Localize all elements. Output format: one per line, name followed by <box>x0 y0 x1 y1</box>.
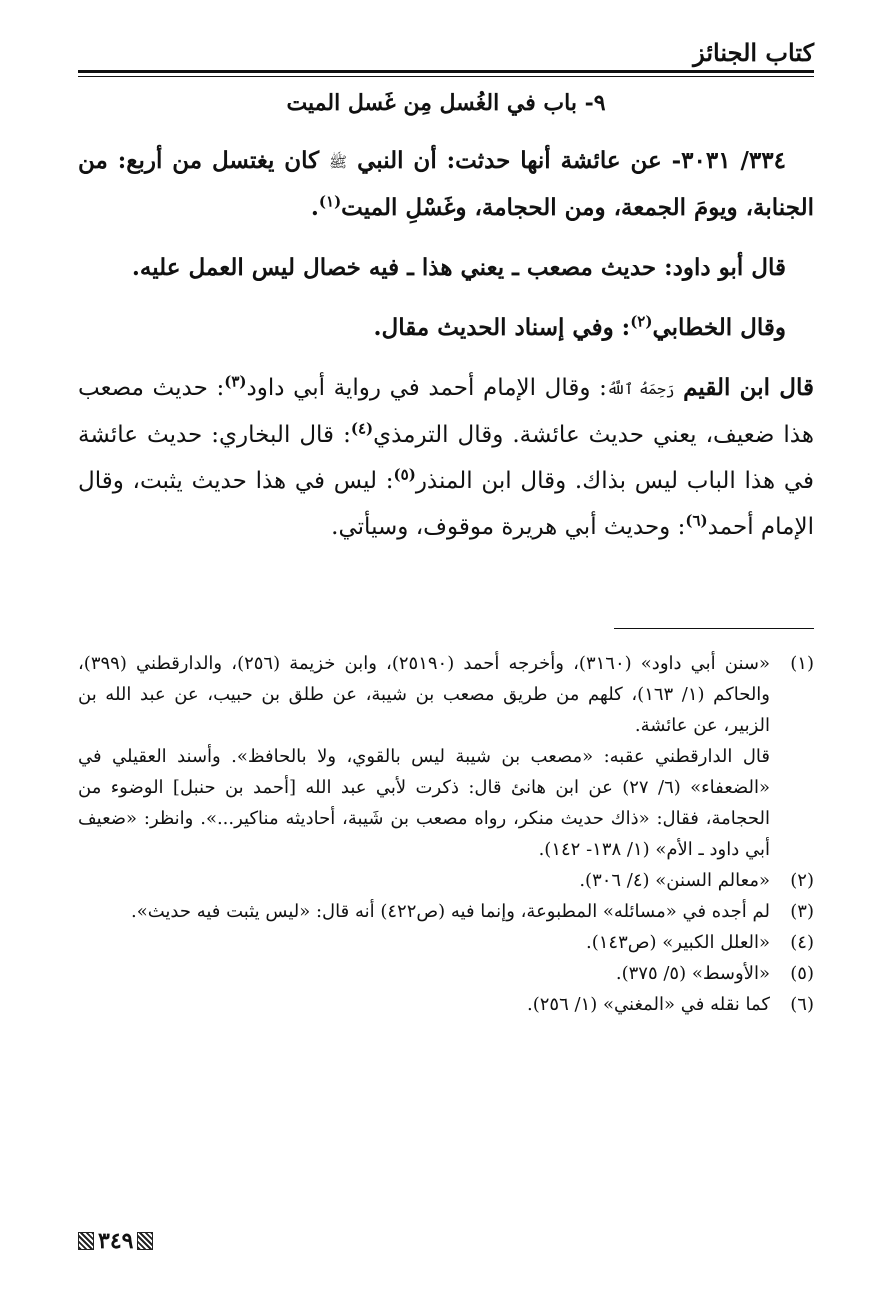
khattabi-paragraph <box>78 305 814 351</box>
footnotes <box>78 648 814 1020</box>
footnote-3 <box>78 896 814 927</box>
ibn-qayyim-t3: : قال البخاري: حديث عائشة في هذا الباب ليس بذاك. وقال ابن المنذر <box>78 422 814 494</box>
ornament-left-icon <box>78 1232 94 1250</box>
footnote-ref-1[interactable]: (١) <box>318 192 342 211</box>
abu-dawud-paragraph <box>78 245 814 291</box>
rahimahullah-icon: رَحِمَهُ ٱللَّهُ <box>606 380 675 398</box>
ornament-right-icon <box>137 1232 153 1250</box>
hadith-end: . <box>310 194 319 221</box>
footnote-text: لم أجده في «مسائله» المطبوعة، وإنما فيه (ص٤٢٢) أنه قال: «ليس يثبت فيه حديث». <box>131 901 770 922</box>
footnote-number: (٥) <box>790 963 814 984</box>
hadith-number: ٣٣٤/ ٣٠٣١- <box>671 147 786 174</box>
footnote-separator <box>614 628 814 629</box>
main-text <box>78 138 814 564</box>
footnote-number: (٢) <box>790 870 814 891</box>
ibn-qayyim-t4: : ليس في هذا حديث يثبت، وقال الإمام أحمد <box>78 468 814 540</box>
footnote-text: «معالم السنن» (٤/ ٣٠٦). <box>579 870 770 891</box>
footnote-5 <box>78 958 814 989</box>
footnote-text: «سنن أبي داود» (٣١٦٠)، وأخرجه أحمد (٢٥١٩٠)، وابن خزيمة (٢٥٦)، والدارقطني (٣٩٩)، والحاكم (١/ ١٦٣)، كلهم من طريق مصعب بن شيبة، عن طلق بن حبيب، عن عبد الله بن الزبير، عن عائشة. <box>78 653 771 736</box>
ibn-qayyim-label: قال ابن القيم <box>683 374 815 401</box>
footnote-text: «الأوسط» (٥/ ٣٧٥). <box>615 963 770 984</box>
footnote-ref-2[interactable]: (٢) <box>630 312 653 331</box>
running-title: كتاب الجنائز <box>693 38 814 67</box>
header-rule-thick <box>78 70 814 73</box>
ibn-qayyim-paragraph <box>78 365 814 550</box>
footnote-number: (٣) <box>790 901 814 922</box>
footnote-ref-5[interactable]: (٥) <box>393 465 416 484</box>
footnote-2 <box>78 865 814 896</box>
header-rule-thin <box>78 76 814 77</box>
footnote-ref-3[interactable]: (٣) <box>224 372 247 391</box>
khattabi-text-b: : وفي إسناد الحديث مقال. <box>373 314 631 341</box>
hadith-text-b: كان يغتسل من أربع: من الجنابة، ويومَ الجمعة، ومن الحجامة، وغَسْلِ الميت <box>78 147 814 221</box>
page-number-block <box>78 1226 153 1256</box>
footnote-text: كما نقله في «المغني» (١/ ٢٥٦). <box>527 994 770 1015</box>
chapter-title: ٩- باب في الغُسل مِن غَسل الميت <box>286 90 606 116</box>
salawat-icon: ﷺ <box>329 153 348 171</box>
ibn-qayyim-t2: : حديث مصعب هذا ضعيف، يعني حديث عائشة. وقال الترمذي <box>78 375 814 448</box>
page-number: ٣٤٩ <box>98 1228 134 1254</box>
footnote-continuation: قال الدارقطني عقبه: «مصعب بن شيبة ليس بالقوي، ولا بالحافظ». وأسند العقيلي في «الضعفاء» (٦/ ٢٧) عن ابن هانئ قال: ذكرت لأبي عبد الله [أحمد بن حنبل] الوضوء من الحجامة، فقال: «ذاك حديث منكر، رواه مصعب بن شَيبة، أحاديثه مناكير...». وانظر: «ضعيف أبي داود ـ الأم» (١/ ١٣٨- ١٤٢). <box>78 746 770 860</box>
footnote-ref-6[interactable]: (٦) <box>685 511 708 530</box>
ibn-qayyim-t1: : وقال الإمام أحمد في رواية أبي داود <box>246 375 607 401</box>
hadith-paragraph <box>78 138 814 231</box>
footnote-ref-4[interactable]: (٤) <box>350 419 374 438</box>
ibn-qayyim-t5: : وحديث أبي هريرة موقوف، وسيأتي. <box>331 514 686 540</box>
footnote-number: (٦) <box>790 994 814 1015</box>
footnote-1 <box>78 648 814 865</box>
hadith-text-a: عن عائشة أنها حدثت: أن النبي <box>357 147 662 174</box>
abu-dawud-text: قال أبو داود: حديث مصعب ـ يعني هذا ـ فيه خصال ليس العمل عليه. <box>131 254 786 281</box>
footnote-6 <box>78 989 814 1020</box>
footnote-text: «العلل الكبير» (ص١٤٣). <box>586 932 770 953</box>
footnote-number: (١) <box>790 653 814 674</box>
footnote-number: (٤) <box>790 932 814 953</box>
khattabi-text-a: وقال الخطابي <box>652 314 786 341</box>
footnote-4 <box>78 927 814 958</box>
